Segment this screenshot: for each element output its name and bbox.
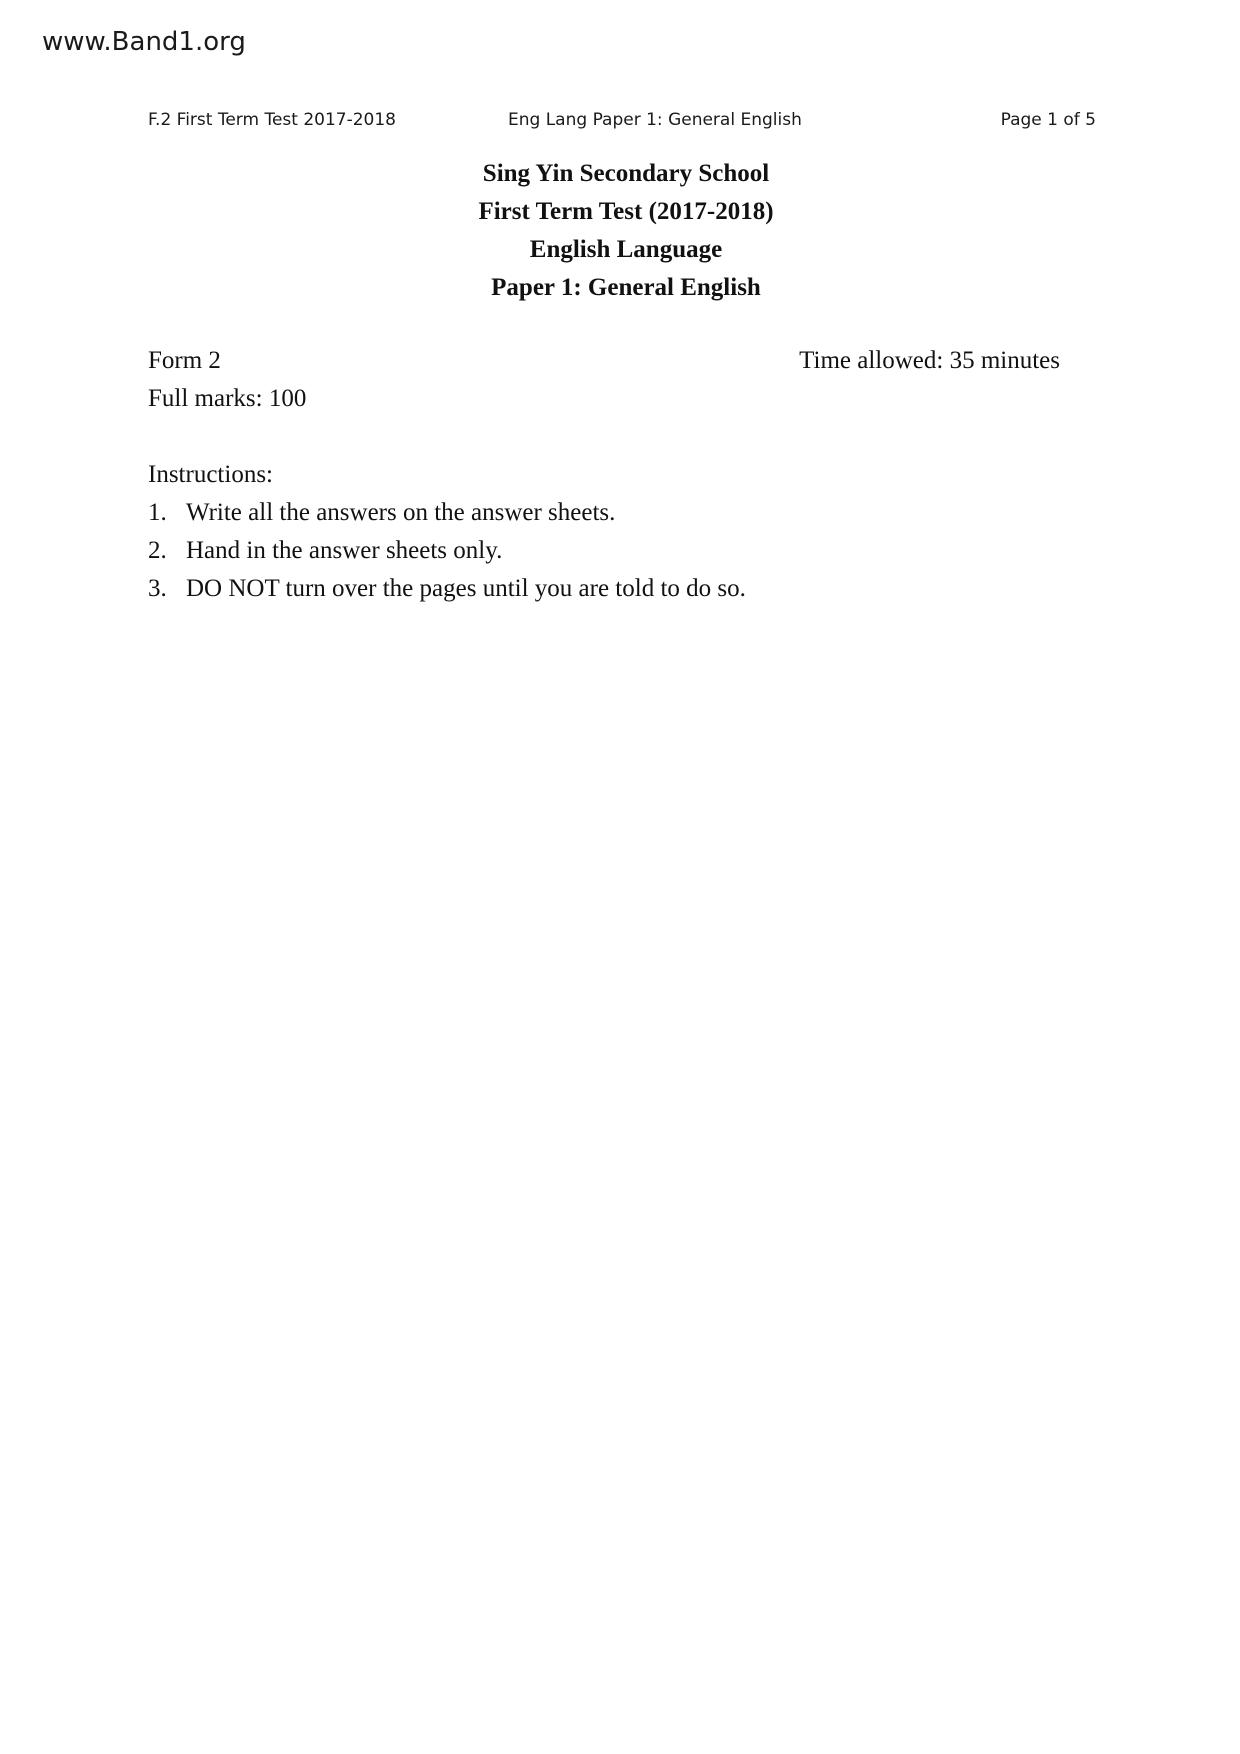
watermark-text: www.Band1.org <box>42 27 246 57</box>
instruction-item <box>148 570 1048 608</box>
meta-row-marks <box>148 380 1060 418</box>
test-name: First Term Test (2017-2018) <box>478 198 774 225</box>
instructions-heading: Instructions: <box>148 461 273 488</box>
meta-row-form <box>148 342 1060 380</box>
instruction-text: Write all the answers on the answer sheets. <box>186 499 616 526</box>
instruction-item <box>148 532 1048 570</box>
instruction-number: 2. <box>148 537 167 564</box>
instruction-text: Hand in the answer sheets only. <box>186 537 503 564</box>
exam-meta <box>148 342 1060 418</box>
header-page-number: Page 1 of 5 <box>1000 110 1096 130</box>
instruction-item <box>148 494 1048 532</box>
header-test-name: F.2 First Term Test 2017-2018 <box>148 110 397 130</box>
instructions-section <box>148 456 1048 608</box>
instruction-number: 3. <box>148 575 167 602</box>
time-allowed: Time allowed: 35 minutes <box>799 347 1060 374</box>
instruction-number: 1. <box>148 499 167 526</box>
form-label: Form 2 <box>148 347 221 374</box>
document-title-block <box>0 155 1240 307</box>
header-paper-name: Eng Lang Paper 1: General English <box>508 110 802 130</box>
full-marks: Full marks: 100 <box>148 385 307 412</box>
running-header <box>148 106 1096 134</box>
paper-name: Paper 1: General English <box>491 274 761 301</box>
instruction-text: DO NOT turn over the pages until you are told to do so. <box>186 575 746 602</box>
school-name: Sing Yin Secondary School <box>482 160 770 187</box>
subject-name: English Language <box>529 236 723 263</box>
